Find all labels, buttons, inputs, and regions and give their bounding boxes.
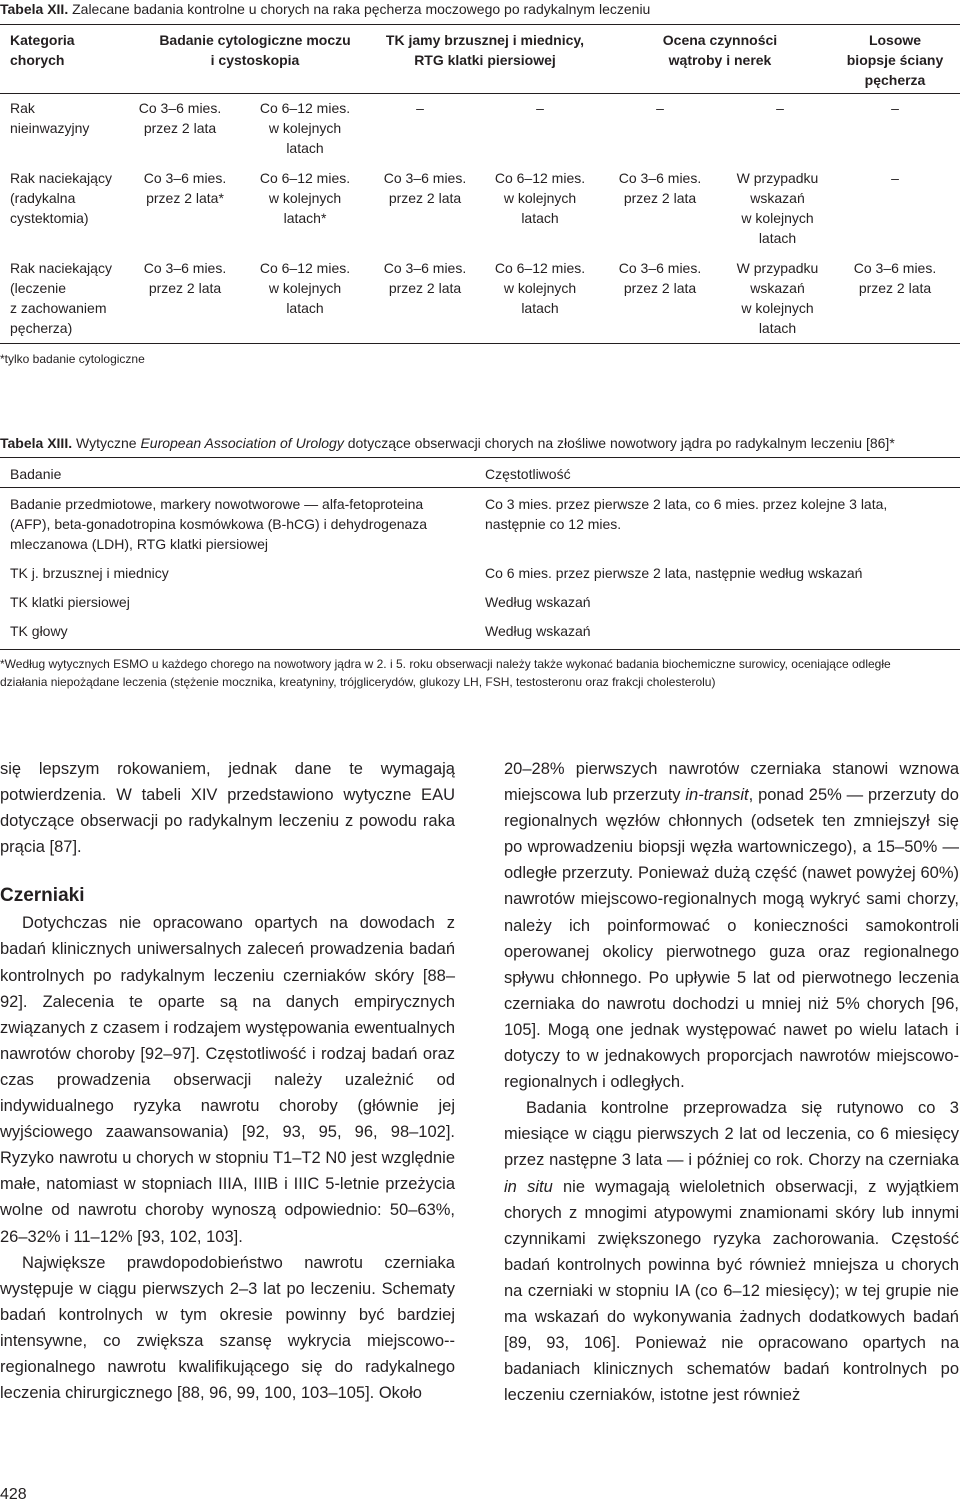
table-13-caption bbox=[0, 434, 960, 452]
t12-row3-c4: Co 6–12 mies. w kolejnych latach bbox=[494, 260, 586, 316]
t12-row1-c7: – bbox=[891, 100, 899, 116]
t13-footnote: *Według wytycznych ESMO u każdego chorego na nowotwory jądra w 2. i 5. roku obserwacji należy także wykonać badania biochemiczne surowicy, oceniające odległe działania niepożądane leczenia (stężenie mocznika, kreatyniny, trójglicerydów, glukozy LH, FSH, testosteronu oraz frakcji cholesterolu) bbox=[0, 657, 891, 689]
t12-row1-category: Rak nieinwazyjny bbox=[10, 100, 90, 136]
t13-row2-exam: TK j. brzusznej i miednicy bbox=[10, 565, 169, 581]
t12-header-ct: TK jamy brzusznej i miednicy, RTG klatki piersiowej bbox=[385, 32, 585, 68]
t12-header-category: Kategoria chorych bbox=[10, 32, 75, 68]
t12-row2-c2: Co 6–12 mies. w kolejnych latach* bbox=[259, 170, 351, 226]
t13-header-frequency: Częstotliwość bbox=[485, 466, 571, 482]
table-13-caption-post: dotyczące obserwacji chorych na złośliwe nowotwory jądra po radykalnym leczeniu [86]* bbox=[347, 435, 895, 451]
table-12-bottom-rule bbox=[0, 343, 960, 344]
t12-row1-c3: – bbox=[416, 100, 424, 116]
table-12-header-rule bbox=[0, 93, 960, 94]
left-paragraph-3: Największe prawdopodobieństwo nawrotu czerniaka występuje w ciągu pierwszych 2–3 lat po leczeniu. Schematy badań kontrolnych w tym okresie powinny być bardziej intensywne, co zwiększa szansę wykrycia miejscowo--regionalnego nawrotu kwalifikującego się do radykalnego leczenia chirurgicznego [88, 96, 99, 100, 103–105]. Około bbox=[0, 1253, 455, 1403]
right-p2-text-a: Badania kontrolne przeprowadza się rutynowo co 3 miesiące w ciągu pierwszych 2 lat od leczenia, co 6 miesięcy przez następne 3 lata — i później co rok. Chorzy na czerniaka bbox=[504, 1099, 959, 1170]
table-12-caption bbox=[0, 0, 960, 18]
t12-row2-c4: Co 6–12 mies. w kolejnych latach bbox=[494, 170, 586, 226]
t12-row2-c3: Co 3–6 mies. przez 2 lata bbox=[383, 170, 467, 206]
right-p2-italic: in situ bbox=[504, 1177, 553, 1196]
t12-header-liver: Ocena czynności wątroby i nerek bbox=[662, 32, 778, 68]
right-p1-text-a: 20–28% pierwszych nawrotów czerniaka stanowi wznowa miejscowa lub przerzuty bbox=[504, 760, 959, 805]
table-13-caption-italic: European Association of Urology bbox=[140, 435, 344, 451]
t12-footnote: *tylko badanie cytologiczne bbox=[0, 352, 145, 366]
t13-row3-frequency: Według wskazań bbox=[485, 594, 591, 610]
table-12-title: Zalecane badania kontrolne u chorych na raka pęcherza moczowego po radykalnym leczeniu bbox=[72, 1, 651, 17]
table-12-top-rule bbox=[0, 24, 960, 25]
t12-row1-c6: – bbox=[776, 100, 784, 116]
t12-row1-c1: Co 3–6 mies. przez 2 lata bbox=[138, 100, 222, 136]
t12-header-biopsy: Losowe biopsje ściany pęcherza bbox=[846, 32, 944, 88]
t12-row3-c6: W przypadku wskazań w kolejnych latach bbox=[736, 260, 819, 336]
t12-row3-c3: Co 3–6 mies. przez 2 lata bbox=[383, 260, 467, 296]
table-13-header-rule bbox=[0, 487, 960, 488]
t12-row2-c7: – bbox=[891, 170, 899, 186]
right-column bbox=[504, 756, 959, 1408]
section-heading-czerniaki: Czerniaki bbox=[0, 885, 85, 907]
t12-row1-c2: Co 6–12 mies. w kolejnych latach bbox=[259, 100, 351, 156]
t12-row3-category: Rak naciekający (leczenie z zachowaniem pęcherza) bbox=[10, 260, 112, 336]
right-p1-italic: in-transit bbox=[685, 786, 749, 805]
left-paragraph-2: Dotychczas nie opracowano opartych na dowodach z badań klinicznych uniwersalnych zaleceń prowadzenia badań kontrolnych po radykalnym leczeniu czerniaków skóry [88–92]. Zalecenia te oparte są na danych empirycznych związanych z czasem i rodzajem występowania ewentualnych nawrotów choroby [92–97]. Częstotliwość i rodzaj badań oraz czas prowadzenia obserwacji należy uzależnić od indywidualnego ryzyka nawrotu choroby (głównie jej wyjściowego zaawansowania) [92, 93, 95, 96, 98–102]. Ryzyko nawrotu u chorych w stopniu T1–T2 N0 jest względnie małe, natomiast w stopniach IIIA, IIIB i IIIC 5-letnie przeżycia wolne od nawrotu choroby wynoszą odpowiednio: 50–63%, 26–32% i 11–12% [93, 102, 103]. bbox=[0, 914, 455, 1246]
t13-row2-frequency: Co 6 mies. przez pierwsze 2 lata, następnie według wskazań bbox=[485, 565, 863, 581]
right-paragraph-1 bbox=[504, 756, 959, 1095]
right-p2-text-b: nie wymagają wieloletnich obserwacji, z wyjątkiem chorych z mnogimi atypowymi znamionami skóry lub innymi czynnikami zwiększonego ryzyka zachorowania. Częstość badań kontrolnych powinna być również mniejsza u chorych na czerniaki w stopniu IA (co 6–12 miesięcy); w tej grupie nie ma wskazań do wykonywania żadnych dodatkowych badań [89, 93, 106]. Ponieważ nie opracowano opartych na badaniach klinicznych schematów badań kontrolnych po leczeniu czerniaków, istotne jest również bbox=[504, 1177, 959, 1405]
t12-row3-c7: Co 3–6 mies. przez 2 lata bbox=[853, 260, 937, 296]
t12-row2-category: Rak naciekający (radykalna cystektomia) bbox=[10, 170, 112, 226]
t12-row3-c2: Co 6–12 mies. w kolejnych latach bbox=[259, 260, 351, 316]
t12-row2-c6: W przypadku wskazań w kolejnych latach bbox=[736, 170, 819, 246]
t13-row1-exam: Badanie przedmiotowe, markery nowotworowe — alfa-fetoproteina (AFP), beta-gonadotropina kosmówkowa (B-hCG) i dehydrogenaza mleczanowa (LDH), RTG klatki piersiowej bbox=[10, 496, 428, 552]
table-13-bottom-rule bbox=[0, 649, 960, 650]
t12-row2-c1: Co 3–6 mies. przez 2 lata* bbox=[143, 170, 227, 206]
t12-row2-c5: Co 3–6 mies. przez 2 lata bbox=[618, 170, 702, 206]
t13-row3-exam: TK klatki piersiowej bbox=[10, 594, 130, 610]
right-paragraph-2 bbox=[504, 1095, 959, 1408]
left-column bbox=[0, 756, 455, 1406]
t12-row1-c4: – bbox=[536, 100, 544, 116]
table-13-label: Tabela XIII. bbox=[0, 435, 73, 451]
t12-row1-c5: – bbox=[656, 100, 664, 116]
table-12-label: Tabela XII. bbox=[0, 1, 69, 17]
left-paragraph-1: się lepszym rokowaniem, jednak dane te wymagają potwierdzenia. W tabeli XIV przedstawiono wytyczne EAU dotyczące obserwacji po radykalnym leczeniu z powodu raka prącia [87]. bbox=[0, 760, 455, 857]
t12-row3-c1: Co 3–6 mies. przez 2 lata bbox=[143, 260, 227, 296]
table-13-caption-pre: Wytyczne bbox=[76, 435, 137, 451]
t13-row1-frequency: Co 3 mies. przez pierwsze 2 lata, co 6 mies. przez kolejne 3 lata, następnie co 12 mies. bbox=[485, 496, 888, 532]
table-13-top-rule bbox=[0, 457, 960, 458]
right-p1-text-b: , ponad 25% — przerzuty do regionalnych węzłów chłonnych (odsetek ten zmniejszył się po wprowadzeniu biopsji węzła wartowniczego), a 15–50% — odległe przerzuty. Ponieważ dużą część (nawet powyżej 60%) nawrotów miejscowo-regionalnych mogą wykryć sami chorzy, należy ich poinformować o konieczności samokontroli operowanej okolicy pierwotnego guza oraz regionalnego spływu chłonnego. Po upływie 5 lat od pierwotnego leczenia czerniaka do nawrotu dochodzi u mniej niż 5% chorych [96, 105]. Mogą one jednak występować nawet po wielu latach i dotyczy to w jednakowych proporcjach nawrotów miejscowo-regionalnych i odległych. bbox=[504, 786, 959, 1092]
t13-row4-frequency: Według wskazań bbox=[485, 623, 591, 639]
t12-row3-c5: Co 3–6 mies. przez 2 lata bbox=[618, 260, 702, 296]
t13-header-exam: Badanie bbox=[10, 466, 62, 482]
t12-header-cytology: Badanie cytologiczne moczu i cystoskopia bbox=[159, 32, 351, 68]
page-number: 428 bbox=[0, 1486, 27, 1503]
t13-row4-exam: TK głowy bbox=[10, 623, 68, 639]
